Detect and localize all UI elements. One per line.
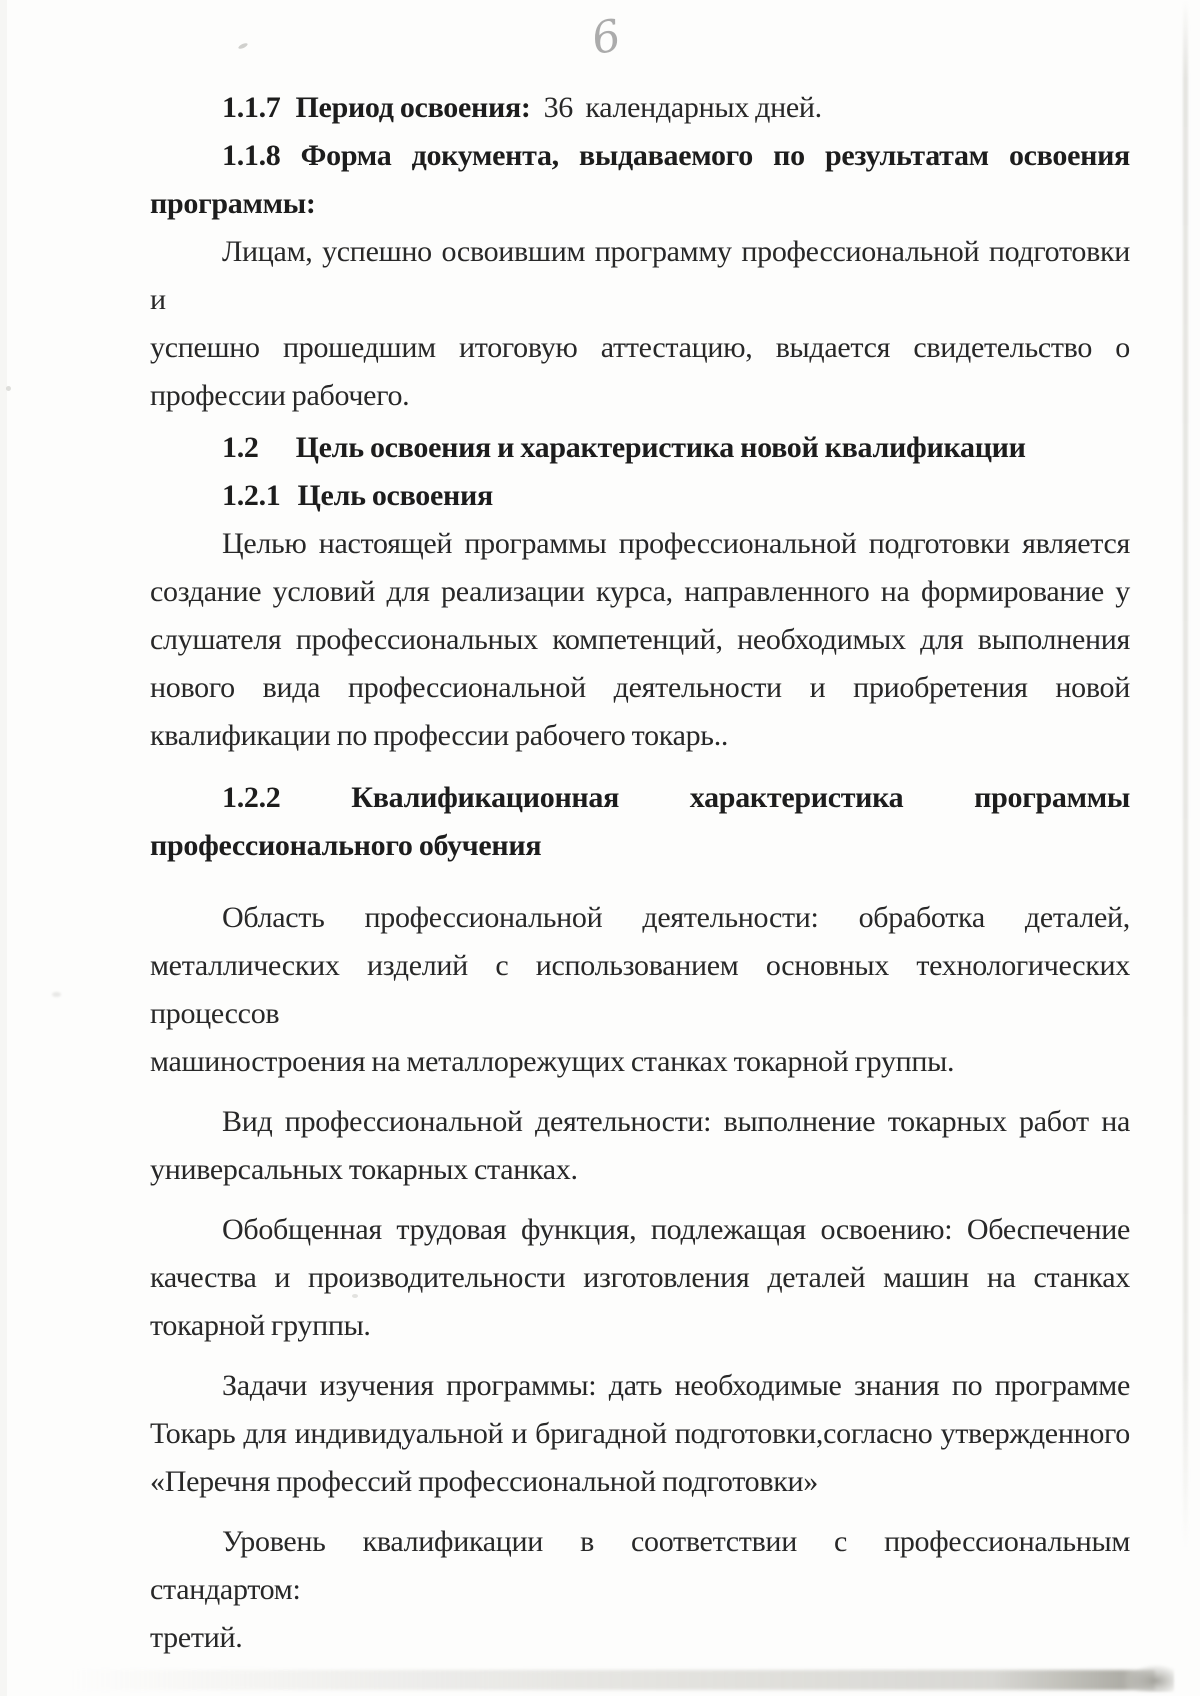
paragraph-labor-function bbox=[150, 1206, 1130, 1350]
section-1-2-heading bbox=[150, 424, 1130, 472]
text-line: слушателя профессиональных компетенций, необходимых для выполнения bbox=[150, 623, 1130, 656]
text-line: универсальных токарных станках. bbox=[150, 1153, 578, 1186]
text-line: 1.2.2 Квалификационная характеристика программы bbox=[222, 781, 1130, 814]
text-line: профессии рабочего. bbox=[150, 379, 410, 412]
scan-edge-artifact-left bbox=[0, 0, 7, 1696]
section-1-2-1-number: 1.2.1 bbox=[222, 479, 281, 512]
certificate-paragraph bbox=[150, 228, 1130, 420]
scan-speck bbox=[238, 42, 249, 50]
text-line: успешно прошедшим итоговую аттестацию, выдается свидетельство о bbox=[150, 331, 1130, 364]
text-line: квалификации по профессии рабочего токарь.. bbox=[150, 719, 729, 752]
text-line: 1.1.8 Форма документа, выдаваемого по результатам освоения bbox=[222, 139, 1130, 172]
text-line: машиностроения на металлорежущих станках токарной группы. bbox=[150, 1045, 955, 1078]
text-line: «Перечня профессий профессиональной подготовки» bbox=[150, 1465, 818, 1498]
text-line: качества и производительности изготовления деталей машин на станках bbox=[150, 1261, 1130, 1294]
text-line: нового вида профессиональной деятельности и приобретения новой bbox=[150, 671, 1130, 704]
scan-shadow-bottom bbox=[70, 1670, 1155, 1690]
section-1-1-7 bbox=[150, 84, 1130, 132]
paragraph-program-tasks bbox=[150, 1362, 1130, 1506]
text-line: программы: bbox=[150, 187, 316, 220]
text-line: токарной группы. bbox=[150, 1309, 371, 1342]
scan-edge-artifact-right bbox=[1183, 0, 1188, 1548]
section-1-2-title: Цель освоения и характеристика новой квалификации bbox=[295, 431, 1026, 464]
paragraph-activity-area bbox=[150, 894, 1130, 1086]
scan-shadow-corner bbox=[1128, 1664, 1174, 1692]
section-1-2-1-title: Цель освоения bbox=[297, 479, 493, 512]
section-1-1-8-heading bbox=[150, 132, 1130, 228]
section-1-2-2-heading bbox=[150, 774, 1130, 870]
text-line: Токарь для индивидуальной и бригадной подготовки,согласно утвержденного bbox=[150, 1417, 1130, 1450]
text-line: Вид профессиональной деятельности: выполнение токарных работ на bbox=[222, 1105, 1130, 1138]
paragraph-qualification-level bbox=[150, 1518, 1130, 1662]
text-line: Область профессиональной деятельности: обработка деталей, bbox=[222, 901, 1130, 934]
section-1-2-number: 1.2 bbox=[222, 431, 259, 464]
goal-paragraph bbox=[150, 520, 1130, 760]
section-1-2-1-heading bbox=[150, 472, 1130, 520]
scan-speck bbox=[52, 992, 61, 997]
section-1-1-7-label: Период освоения: bbox=[295, 91, 531, 124]
scan-speck bbox=[352, 1294, 358, 1298]
text-line: третий. bbox=[150, 1621, 243, 1654]
handwritten-page-number: 6 bbox=[591, 9, 621, 66]
document-content bbox=[150, 84, 1130, 1662]
section-1-1-7-number: 1.1.7 bbox=[222, 91, 281, 124]
text-line: Задачи изучения программы: дать необходимые знания по программе bbox=[222, 1369, 1130, 1402]
text-line: Лицам, успешно освоившим программу профессиональной подготовки и bbox=[150, 235, 1130, 316]
scan-speck bbox=[6, 386, 11, 391]
paragraph-activity-kind bbox=[150, 1098, 1130, 1194]
text-line: Уровень квалификации в соответствии с профессиональным стандартом: bbox=[150, 1525, 1130, 1606]
text-line: профессионального обучения bbox=[150, 829, 542, 862]
text-line: металлических изделий с использованием основных технологических процессов bbox=[150, 949, 1130, 1030]
text-line: Целью настоящей программы профессиональной подготовки является bbox=[222, 527, 1130, 560]
section-1-1-7-value: 36 календарных дней. bbox=[543, 91, 822, 124]
text-line: Обобщенная трудовая функция, подлежащая освоению: Обеспечение bbox=[222, 1213, 1130, 1246]
text-line: создание условий для реализации курса, направленного на формирование у bbox=[150, 575, 1130, 608]
